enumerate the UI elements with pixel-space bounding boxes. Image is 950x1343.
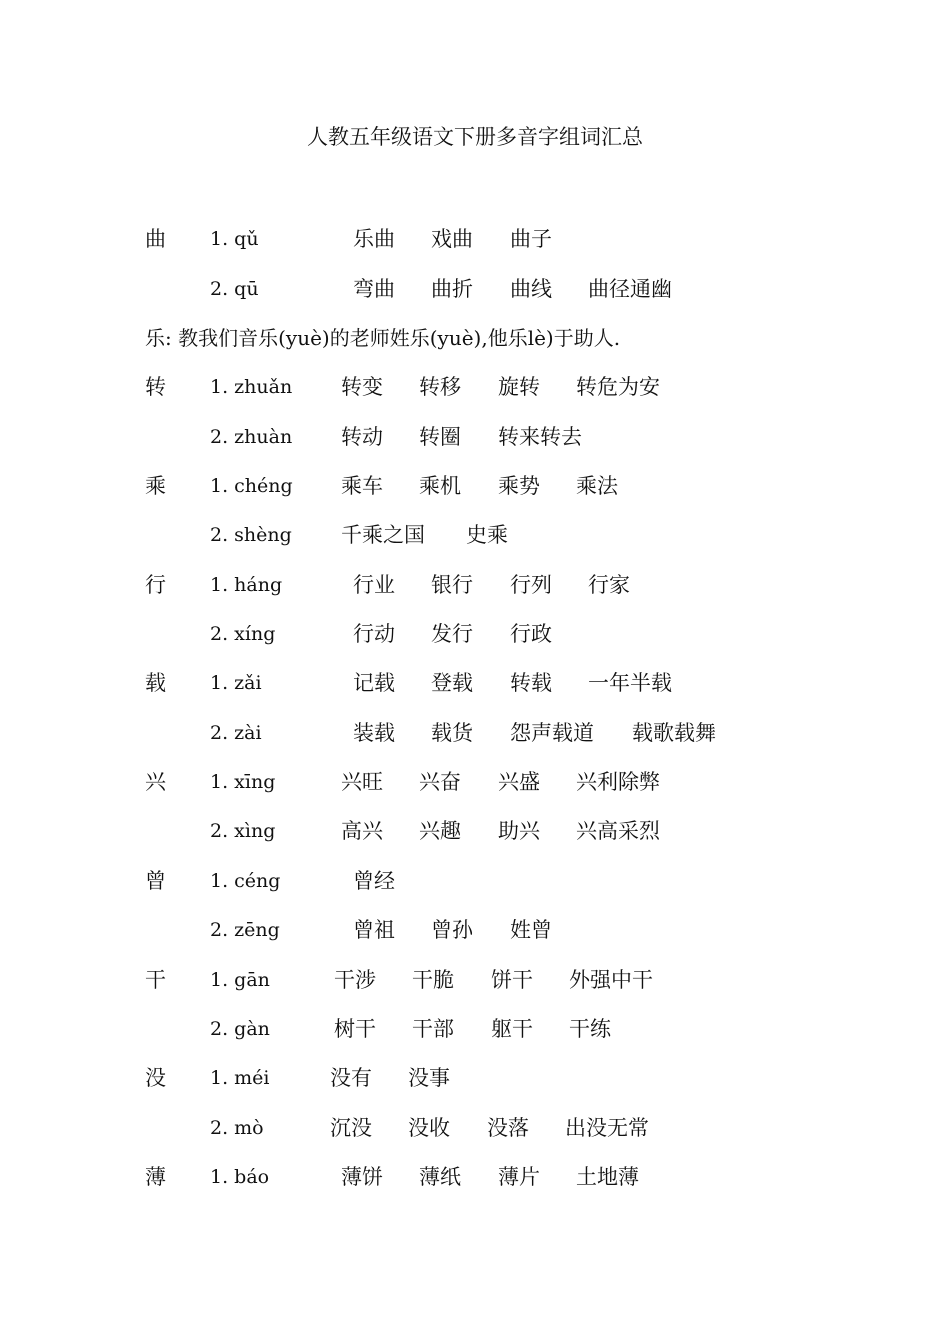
entry-row: [0, 1162, 950, 1192]
pinyin: 1. céng: [210, 870, 281, 892]
entry-row: [0, 1014, 950, 1044]
example-word: 兴高采烈: [576, 819, 660, 843]
example-word: 行业: [353, 573, 395, 597]
example-word: 载歌载舞: [632, 721, 716, 745]
entry-row: [0, 965, 950, 995]
entry-row: [0, 1063, 950, 1093]
pinyin: 2. zhuàn: [210, 426, 293, 448]
example-word: 转动: [341, 425, 383, 449]
character: 干: [145, 968, 166, 992]
example-word: 沉没: [330, 1116, 372, 1140]
example-word: 转变: [341, 375, 383, 399]
example-word: 转危为安: [576, 375, 660, 399]
example-word: 干部: [412, 1017, 454, 1041]
example-word: 干脆: [412, 968, 454, 992]
example-word: 发行: [431, 622, 473, 646]
example-word: 一年半载: [588, 671, 672, 695]
example-word: 干涉: [334, 968, 376, 992]
example-word: 饼干: [491, 968, 533, 992]
entry-row: [0, 323, 950, 353]
example-word: 行列: [510, 573, 552, 597]
pinyin: 1. háng: [210, 574, 283, 596]
pinyin: 1. zhuǎn: [210, 376, 293, 398]
example-word: 转移: [419, 375, 461, 399]
pinyin: 1. xīng: [210, 771, 276, 793]
example-word: 没落: [487, 1116, 529, 1140]
example-word: 戏曲: [431, 227, 473, 251]
character: 曲: [145, 227, 166, 251]
character: 没: [145, 1066, 166, 1090]
example-word: 兴旺: [341, 770, 383, 794]
example-word: 行家: [588, 573, 630, 597]
entry-row: [0, 718, 950, 748]
pinyin: 2. xíng: [210, 623, 276, 645]
example-word: 没收: [408, 1116, 450, 1140]
entry-row: [0, 915, 950, 945]
example-word: 载货: [431, 721, 473, 745]
pinyin: 2. mò: [210, 1117, 264, 1139]
character: 乘: [145, 474, 166, 498]
example-word: 行政: [510, 622, 552, 646]
entry-row: [0, 767, 950, 797]
example-word: 外强中干: [569, 968, 653, 992]
example-word: 高兴: [341, 819, 383, 843]
example-word: 曾祖: [353, 918, 395, 942]
character: 兴: [145, 770, 166, 794]
entry-row: [0, 372, 950, 402]
pinyin: 1. zǎi: [210, 672, 262, 694]
pinyin: 2. xìng: [210, 820, 276, 842]
example-word: 登载: [431, 671, 473, 695]
example-word: 曾孙: [431, 918, 473, 942]
example-word: 曲径通幽: [588, 277, 672, 301]
pinyin: 2. zēng: [210, 919, 280, 941]
pinyin: 1. báo: [210, 1166, 270, 1188]
example-word: 千乘之国: [341, 523, 425, 547]
pinyin: 1. chéng: [210, 475, 293, 497]
character: 薄: [145, 1165, 166, 1189]
entry-row: [0, 816, 950, 846]
example-word: 旋转: [498, 375, 540, 399]
pinyin: 2. zài: [210, 722, 262, 744]
character: 行: [145, 573, 166, 597]
example-word: 曲折: [431, 277, 473, 301]
character: 载: [145, 671, 166, 695]
entry-row: [0, 570, 950, 600]
page-title: 人教五年级语文下册多音字组词汇总: [307, 125, 643, 149]
example-word: 转圈: [419, 425, 461, 449]
example-word: 弯曲: [353, 277, 395, 301]
example-word: 史乘: [466, 523, 508, 547]
example-word: 出没无常: [565, 1116, 649, 1140]
example-word: 兴奋: [419, 770, 461, 794]
pinyin: 2. shèng: [210, 524, 292, 546]
example-word: 曾经: [353, 869, 395, 893]
example-word: 曲子: [510, 227, 552, 251]
example-word: 助兴: [498, 819, 540, 843]
example-word: 薄纸: [419, 1165, 461, 1189]
example-word: 转来转去: [498, 425, 582, 449]
entry-row: [0, 1113, 950, 1143]
entry-row: [0, 422, 950, 452]
example-word: 转载: [510, 671, 552, 695]
example-word: 乘车: [341, 474, 383, 498]
example-word: 干练: [569, 1017, 611, 1041]
example-word: 银行: [431, 573, 473, 597]
example-word: 记载: [353, 671, 395, 695]
entry-row: [0, 274, 950, 304]
example-word: 兴趣: [419, 819, 461, 843]
entry-row: [0, 520, 950, 550]
example-word: 躯干: [491, 1017, 533, 1041]
pinyin: 1. qǔ: [210, 228, 259, 250]
example-word: 没有: [330, 1066, 372, 1090]
entry-row: [0, 668, 950, 698]
example-word: 乘机: [419, 474, 461, 498]
pinyin: 2. qū: [210, 278, 259, 300]
example-word: 兴利除弊: [576, 770, 660, 794]
example-word: 树干: [334, 1017, 376, 1041]
example-word: 曲线: [510, 277, 552, 301]
example-sentence: 乐: 教我们音乐(yuè)的老师姓乐(yuè),他乐lè)于助人.: [145, 326, 621, 350]
example-word: 装载: [353, 721, 395, 745]
example-word: 薄饼: [341, 1165, 383, 1189]
entry-row: [0, 471, 950, 501]
entry-row: [0, 866, 950, 896]
example-word: 怨声载道: [510, 721, 594, 745]
example-word: 姓曾: [510, 918, 552, 942]
entry-row: [0, 619, 950, 649]
pinyin: 1. gān: [210, 969, 270, 991]
character: 转: [145, 375, 166, 399]
pinyin: 1. méi: [210, 1067, 270, 1089]
example-word: 兴盛: [498, 770, 540, 794]
example-word: 土地薄: [576, 1165, 639, 1189]
example-word: 乐曲: [353, 227, 395, 251]
example-word: 行动: [353, 622, 395, 646]
example-word: 薄片: [498, 1165, 540, 1189]
example-word: 乘法: [576, 474, 618, 498]
character: 曾: [145, 869, 166, 893]
example-word: 没事: [408, 1066, 450, 1090]
example-word: 乘势: [498, 474, 540, 498]
pinyin: 2. gàn: [210, 1018, 270, 1040]
entry-row: [0, 224, 950, 254]
